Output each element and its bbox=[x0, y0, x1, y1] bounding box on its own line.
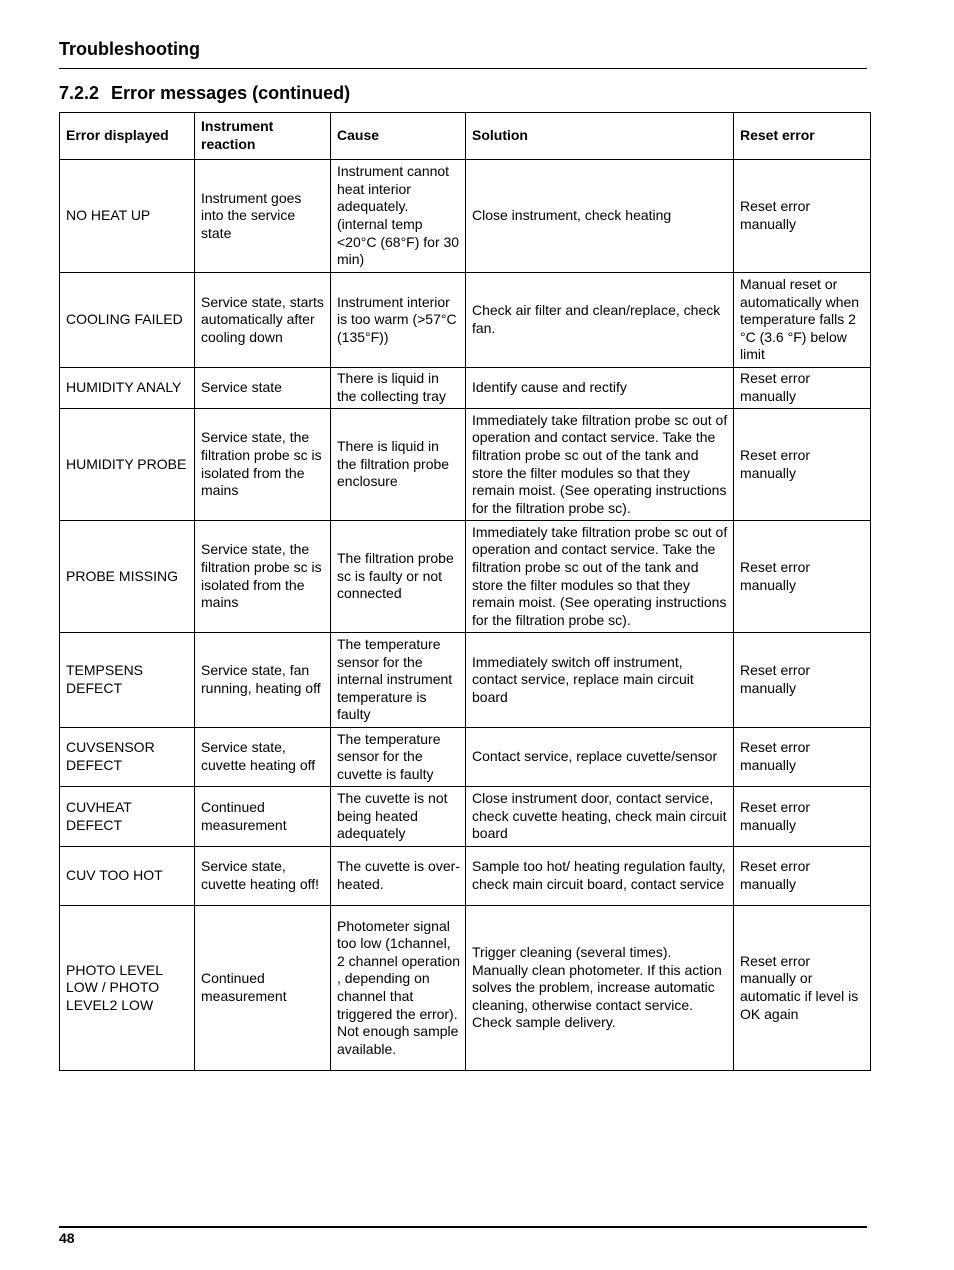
table-row bbox=[60, 847, 871, 906]
table-row bbox=[60, 633, 871, 728]
error-messages-table bbox=[59, 112, 871, 1071]
cell-error-displayed: HUMIDITY PROBE bbox=[60, 409, 195, 521]
cell-instrument-reaction: Continued measurement bbox=[195, 906, 331, 1071]
cell-reset-error: Reset error manually bbox=[734, 521, 871, 633]
table-row bbox=[60, 728, 871, 787]
cell-reset-error: Reset error manually bbox=[734, 847, 871, 906]
table-row bbox=[60, 906, 871, 1071]
cell-reset-error: Reset error manually bbox=[734, 160, 871, 273]
cell-reset-error: Manual reset or automatically when temperature falls 2 °C (3.6 °F) below limit bbox=[734, 273, 871, 368]
cell-cause: Photometer signal too low (1channel, 2 channel operation , depending on channel that triggered the error). Not enough sample available. bbox=[331, 906, 466, 1071]
cell-reset-error: Reset error manually bbox=[734, 409, 871, 521]
column-header-instrument-reaction: Instrument reaction bbox=[195, 113, 331, 160]
cell-solution: Identify cause and rectify bbox=[466, 368, 734, 409]
cell-solution: Immediately take filtration probe sc out of operation and contact service. Take the filtration probe sc out of the tank and store the filter modules so that they remain moist. (See operating instructions for the filtration probe sc). bbox=[466, 521, 734, 633]
cell-cause: The temperature sensor for the internal instrument temperature is faulty bbox=[331, 633, 466, 728]
cell-instrument-reaction: Service state, starts automatically after cooling down bbox=[195, 273, 331, 368]
cell-instrument-reaction: Instrument goes into the service state bbox=[195, 160, 331, 273]
cell-reset-error: Reset error manually bbox=[734, 787, 871, 847]
page-number: 48 bbox=[59, 1230, 75, 1246]
section-number: 7.2.2 bbox=[59, 83, 100, 103]
cell-error-displayed: COOLING FAILED bbox=[60, 273, 195, 368]
cell-solution: Contact service, replace cuvette/sensor bbox=[466, 728, 734, 787]
cell-cause: Instrument cannot heat interior adequately. (internal temp <20°C (68°F) for 30 min) bbox=[331, 160, 466, 273]
header-divider bbox=[59, 68, 867, 69]
cell-reset-error: Reset error manually or automatic if level is OK again bbox=[734, 906, 871, 1071]
cell-solution: Check air filter and clean/replace, check fan. bbox=[466, 273, 734, 368]
table-row bbox=[60, 787, 871, 847]
column-header-solution: Solution bbox=[466, 113, 734, 160]
table-row bbox=[60, 521, 871, 633]
cell-instrument-reaction: Service state, cuvette heating off! bbox=[195, 847, 331, 906]
cell-reset-error: Reset error manually bbox=[734, 633, 871, 728]
cell-solution: Close instrument door, contact service, check cuvette heating, check main circuit board bbox=[466, 787, 734, 847]
cell-solution: Close instrument, check heating bbox=[466, 160, 734, 273]
cell-reset-error: Reset error manually bbox=[734, 368, 871, 409]
cell-instrument-reaction: Service state, cuvette heating off bbox=[195, 728, 331, 787]
cell-cause: The cuvette is over-heated. bbox=[331, 847, 466, 906]
cell-error-displayed: HUMIDITY ANALY bbox=[60, 368, 195, 409]
section-title bbox=[59, 82, 350, 104]
table-row bbox=[60, 160, 871, 273]
cell-cause: There is liquid in the collecting tray bbox=[331, 368, 466, 409]
cell-error-displayed: CUVHEAT DEFECT bbox=[60, 787, 195, 847]
table-row bbox=[60, 273, 871, 368]
footer-divider bbox=[59, 1226, 867, 1228]
cell-cause: The filtration probe sc is faulty or not connected bbox=[331, 521, 466, 633]
cell-solution: Immediately switch off instrument, contact service, replace main circuit board bbox=[466, 633, 734, 728]
table-row bbox=[60, 409, 871, 521]
cell-instrument-reaction: Continued measurement bbox=[195, 787, 331, 847]
cell-solution: Immediately take filtration probe sc out of operation and contact service. Take the filtration probe sc out of the tank and store the filter modules so that they remain moist. (See operating instructions for the filtration probe sc). bbox=[466, 409, 734, 521]
cell-error-displayed: CUVSENSOR DEFECT bbox=[60, 728, 195, 787]
cell-instrument-reaction: Service state, the filtration probe sc is isolated from the mains bbox=[195, 521, 331, 633]
cell-error-displayed: PROBE MISSING bbox=[60, 521, 195, 633]
cell-reset-error: Reset error manually bbox=[734, 728, 871, 787]
cell-error-displayed: TEMPSENS DEFECT bbox=[60, 633, 195, 728]
table-row bbox=[60, 368, 871, 409]
cell-cause: The temperature sensor for the cuvette is faulty bbox=[331, 728, 466, 787]
cell-solution: Sample too hot/ heating regulation faulty, check main circuit board, contact service bbox=[466, 847, 734, 906]
column-header-cause: Cause bbox=[331, 113, 466, 160]
cell-cause: There is liquid in the filtration probe enclosure bbox=[331, 409, 466, 521]
cell-instrument-reaction: Service state, the filtration probe sc is isolated from the mains bbox=[195, 409, 331, 521]
section-title-text: Error messages (continued) bbox=[111, 83, 351, 103]
cell-instrument-reaction: Service state, fan running, heating off bbox=[195, 633, 331, 728]
cell-cause: Instrument interior is too warm (>57°C (135°F)) bbox=[331, 273, 466, 368]
cell-error-displayed: CUV TOO HOT bbox=[60, 847, 195, 906]
cell-instrument-reaction: Service state bbox=[195, 368, 331, 409]
column-header-error-displayed: Error displayed bbox=[60, 113, 195, 160]
cell-cause: The cuvette is not being heated adequately bbox=[331, 787, 466, 847]
cell-solution: Trigger cleaning (several times). Manually clean photometer. If this action solves the problem, increase automatic cleaning, otherwise contact service. Check sample delivery. bbox=[466, 906, 734, 1071]
page-header-title: Troubleshooting bbox=[59, 39, 200, 59]
table-header-row bbox=[60, 113, 871, 160]
cell-error-displayed: PHOTO LEVEL LOW / PHOTO LEVEL2 LOW bbox=[60, 906, 195, 1071]
cell-error-displayed: NO HEAT UP bbox=[60, 160, 195, 273]
column-header-reset-error: Reset error bbox=[734, 113, 871, 160]
